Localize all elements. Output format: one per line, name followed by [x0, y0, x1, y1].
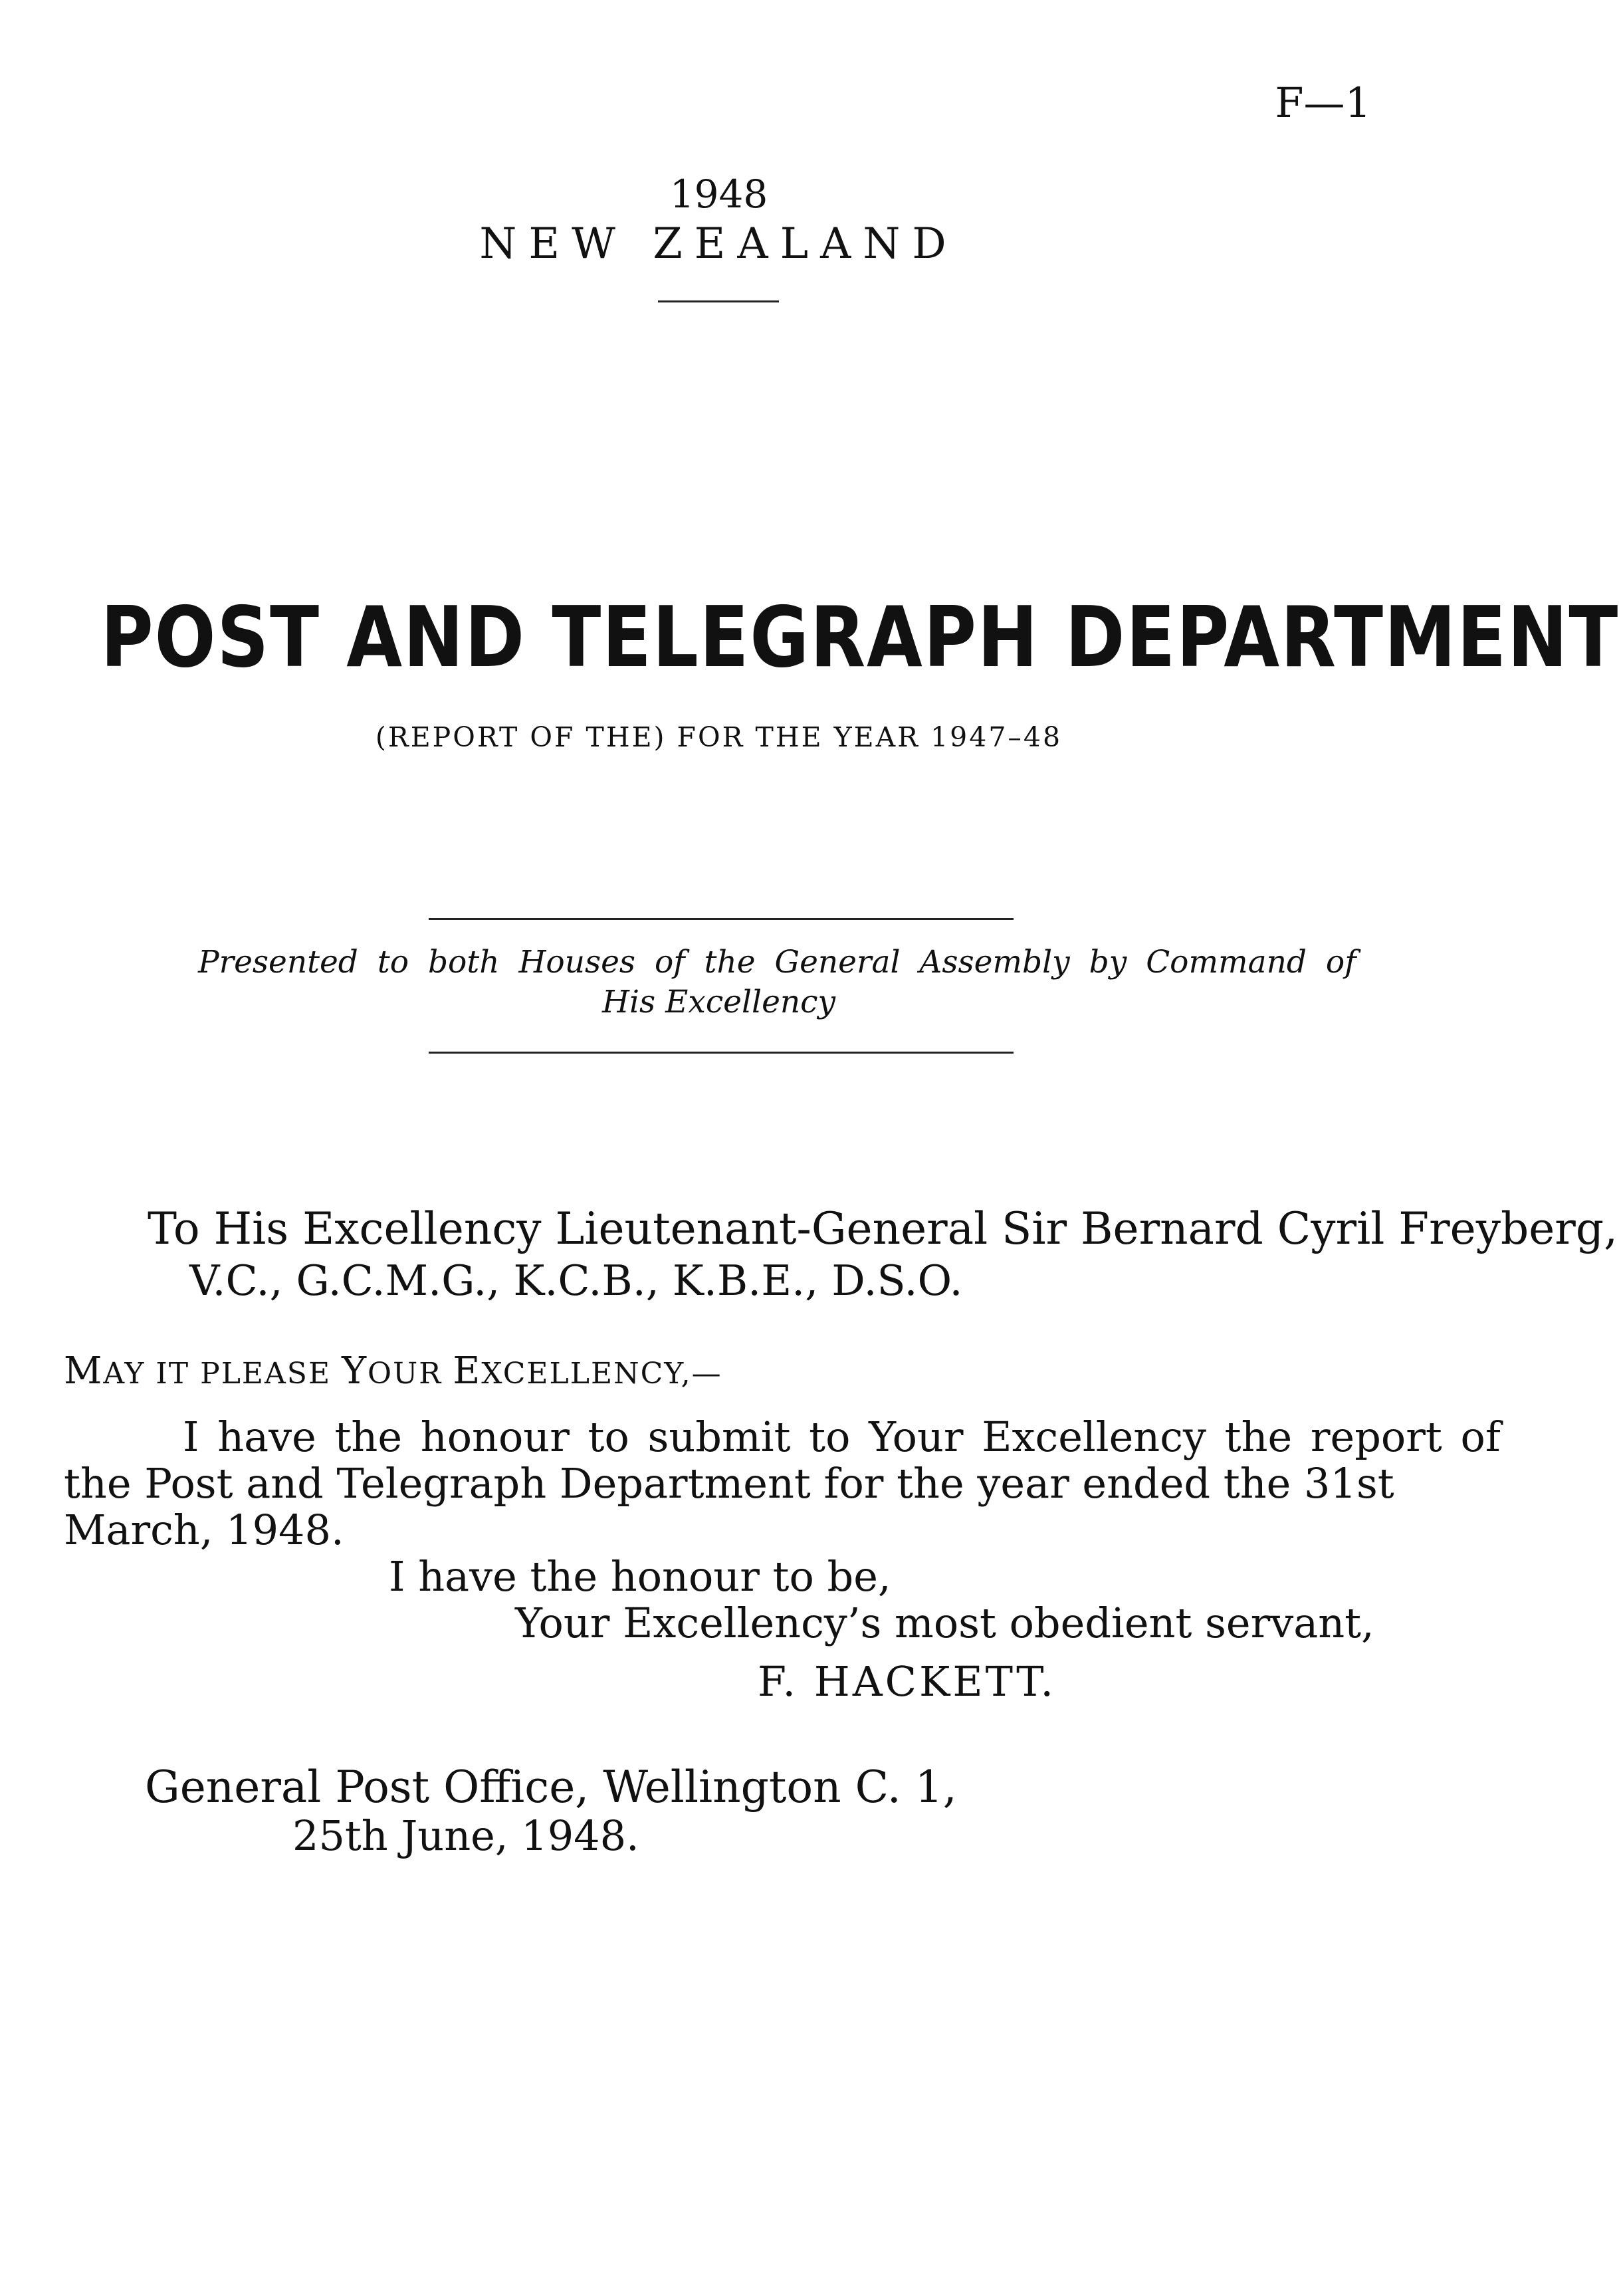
date-line: 25th June, 1948. [292, 1811, 639, 1860]
closing-line-1: I have the honour to be, [389, 1552, 891, 1601]
divider-bottom [429, 1052, 1014, 1054]
page-title: POST AND TELEGRAPH DEPARTMENT [100, 588, 1619, 686]
page-subtitle: (REPORT OF THE) FOR THE YEAR 1947–48 [375, 721, 1063, 753]
page-reference: F—1 [1275, 78, 1371, 127]
presentation-line-2: His Excellency [601, 984, 836, 1020]
closing-line-2: Your Excellency’s most obedient servant, [515, 1599, 1374, 1647]
divider-top [429, 918, 1014, 920]
address-line-2: V.C., G.C.M.G., K.C.B., K.B.E., D.S.O. [189, 1256, 963, 1305]
salutation: MAY IT PLEASE YOUR EXCELLENCY,— [64, 1349, 722, 1393]
presentation-line-1: Presented to both Houses of the General Assembly by Command of [198, 944, 1356, 980]
address-line-1: To His Excellency Lieutenant-General Sir Bernard Cyril Freyberg, [148, 1203, 1618, 1254]
document-year: 1948 [669, 172, 768, 217]
body-line-3: March, 1948. [64, 1506, 344, 1554]
country-heading: NEW ZEALAND [479, 219, 958, 269]
place-line: General Post Office, Wellington C. 1, [145, 1762, 957, 1813]
body-line-2: the Post and Telegraph Department for the year ended the 31st [64, 1459, 1394, 1508]
divider-short [658, 300, 779, 302]
signature: F. HACKETT. [758, 1657, 1057, 1706]
body-line-1: I have the honour to submit to Your Excellency the report of [183, 1413, 1501, 1461]
